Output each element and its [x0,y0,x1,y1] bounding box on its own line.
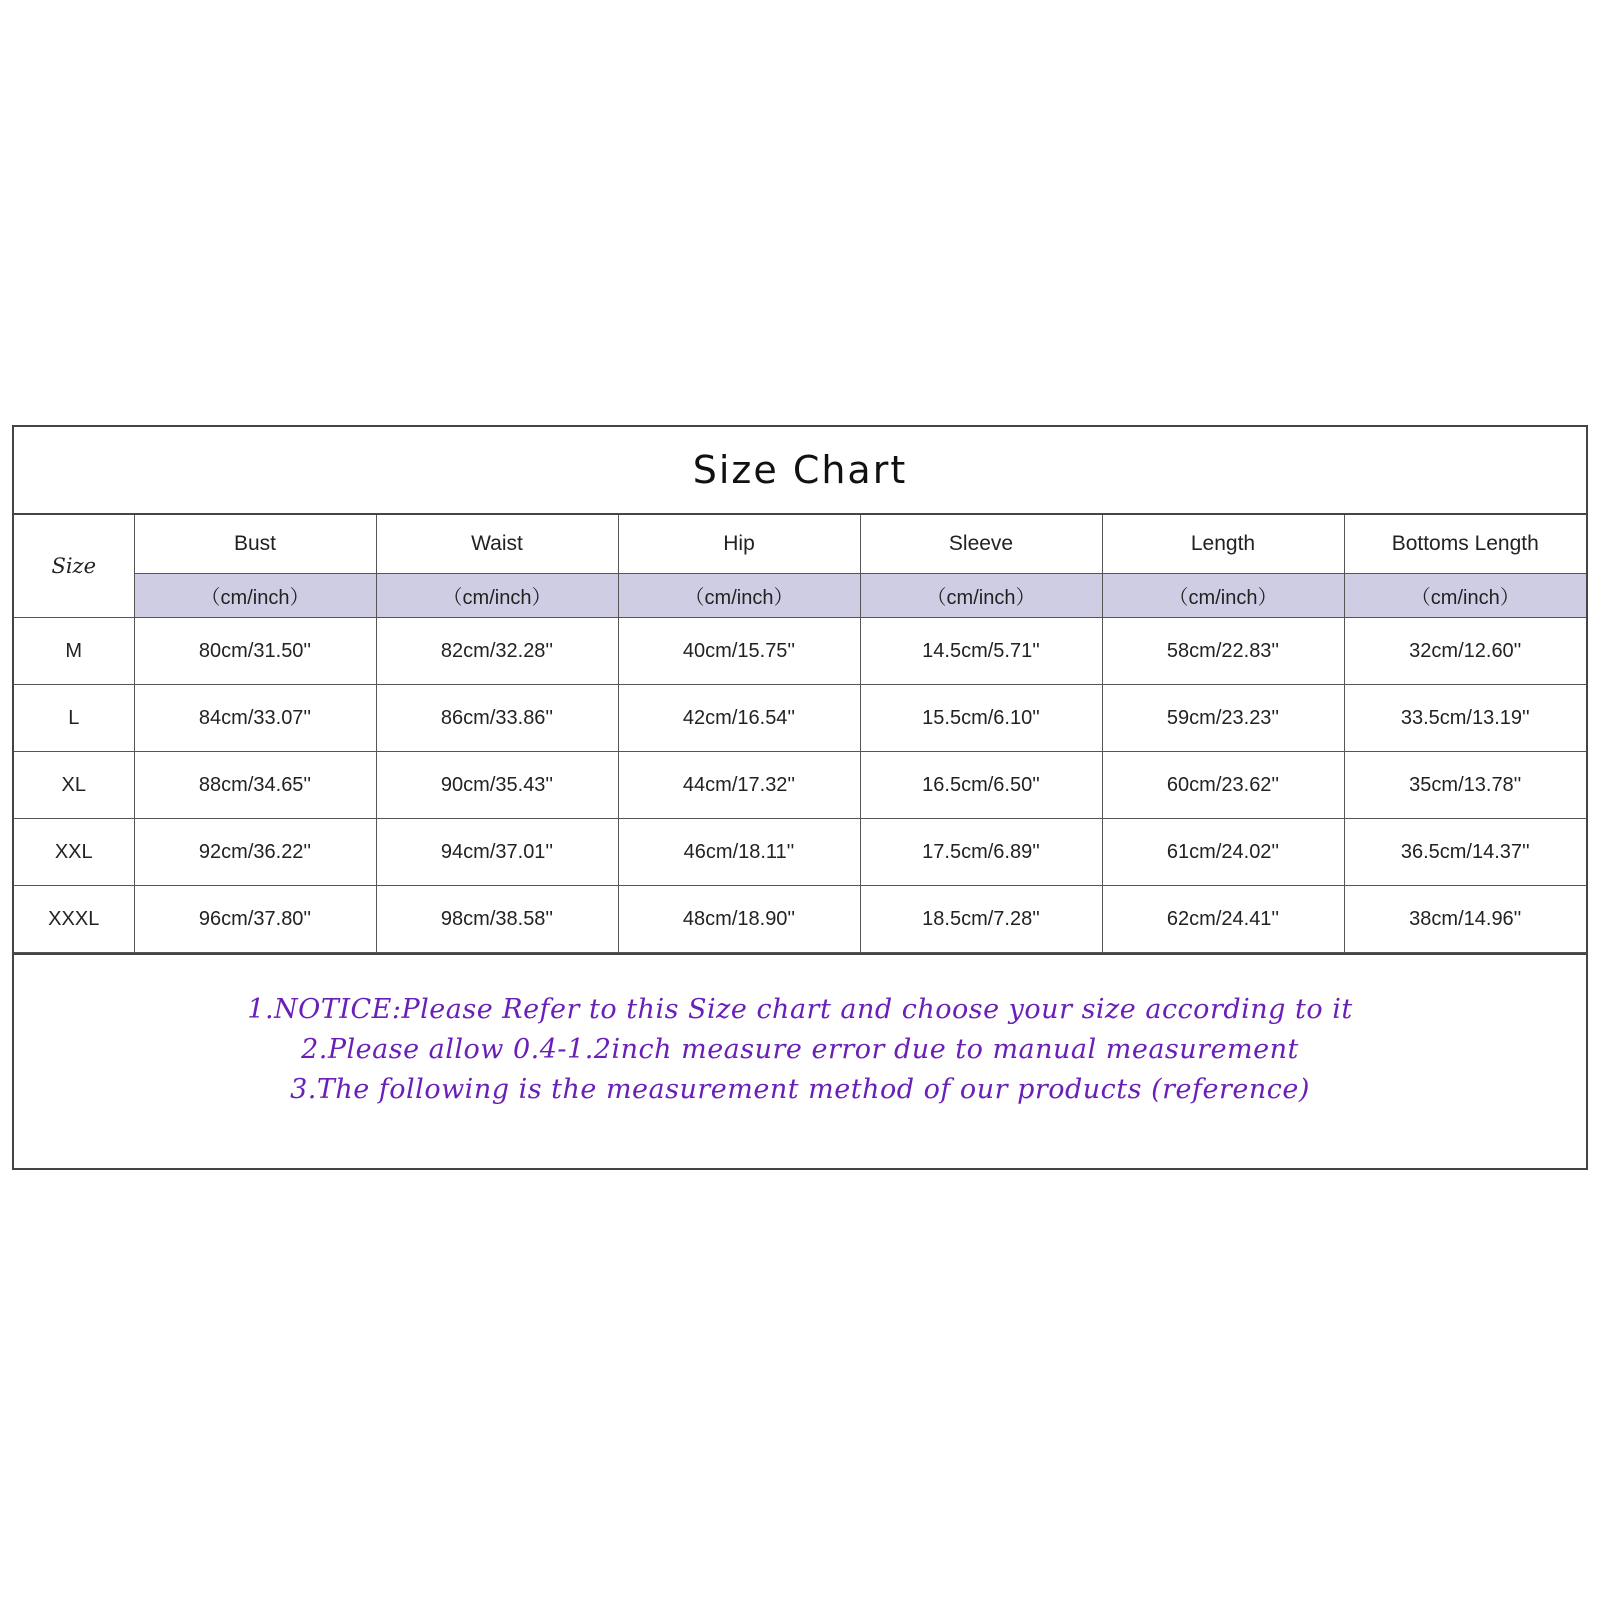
column-header-bust: Bust [134,515,376,574]
table-cell: 15.5cm/6.10'' [860,685,1102,752]
unit-label: （cm/inch） [1344,574,1586,618]
table-cell: 96cm/37.80'' [134,886,376,953]
table-cell: 61cm/24.02'' [1102,819,1344,886]
table-cell: 35cm/13.78'' [1344,752,1586,819]
table-cell: 17.5cm/6.89'' [860,819,1102,886]
table-cell: 62cm/24.41'' [1102,886,1344,953]
table-cell: 82cm/32.28'' [376,618,618,685]
table-cell: 38cm/14.96'' [1344,886,1586,953]
table-cell: 44cm/17.32'' [618,752,860,819]
notes-section [14,953,1586,1165]
table-cell: 86cm/33.86'' [376,685,618,752]
size-cell: XXL [14,819,134,886]
table-cell: 48cm/18.90'' [618,886,860,953]
table-cell: 58cm/22.83'' [1102,618,1344,685]
column-header-hip: Hip [618,515,860,574]
table-row [14,618,1586,685]
table-cell: 32cm/12.60'' [1344,618,1586,685]
size-table [14,515,1586,953]
table-cell: 40cm/15.75'' [618,618,860,685]
column-header-sleeve: Sleeve [860,515,1102,574]
table-cell: 14.5cm/5.71'' [860,618,1102,685]
unit-label: （cm/inch） [376,574,618,618]
table-row [14,886,1586,953]
header-row [14,515,1586,574]
table-cell: 59cm/23.23'' [1102,685,1344,752]
table-cell: 60cm/23.62'' [1102,752,1344,819]
size-chart [12,425,1588,1170]
table-cell: 42cm/16.54'' [618,685,860,752]
size-cell: M [14,618,134,685]
unit-label: （cm/inch） [618,574,860,618]
table-cell: 92cm/36.22'' [134,819,376,886]
size-cell: L [14,685,134,752]
table-cell: 46cm/18.11'' [618,819,860,886]
table-cell: 84cm/33.07'' [134,685,376,752]
table-row [14,752,1586,819]
table-row [14,685,1586,752]
unit-label: （cm/inch） [1102,574,1344,618]
unit-label: （cm/inch） [134,574,376,618]
note-line: 2.Please allow 0.4-1.2inch measure error due to manual measurement [301,1034,1299,1065]
table-cell: 88cm/34.65'' [134,752,376,819]
size-cell: XXXL [14,886,134,953]
unit-row [14,574,1586,618]
column-header-waist: Waist [376,515,618,574]
table-cell: 16.5cm/6.50'' [860,752,1102,819]
note-line: 1.NOTICE:Please Refer to this Size chart and choose your size according to it [247,994,1353,1025]
table-cell: 98cm/38.58'' [376,886,618,953]
column-header-length: Length [1102,515,1344,574]
table-cell: 36.5cm/14.37'' [1344,819,1586,886]
note-line: 3.The following is the measurement method of our products (reference) [290,1074,1310,1105]
table-row [14,819,1586,886]
table-cell: 94cm/37.01'' [376,819,618,886]
column-header-bottoms-length: Bottoms Length [1344,515,1586,574]
table-cell: 80cm/31.50'' [134,618,376,685]
table-cell: 33.5cm/13.19'' [1344,685,1586,752]
table-cell: 18.5cm/7.28'' [860,886,1102,953]
size-column-header: Size [14,515,134,618]
chart-title: Size Chart [14,427,1586,515]
table-cell: 90cm/35.43'' [376,752,618,819]
unit-label: （cm/inch） [860,574,1102,618]
size-cell: XL [14,752,134,819]
